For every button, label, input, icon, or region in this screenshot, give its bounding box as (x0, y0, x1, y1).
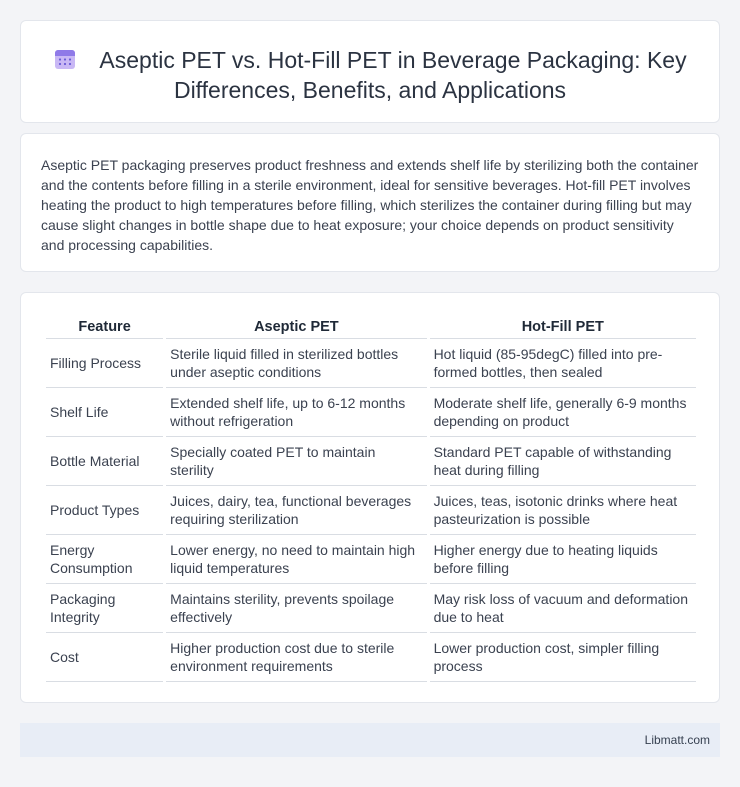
row-feature: Cost (46, 633, 163, 682)
page-title: Aseptic PET vs. Hot-Fill PET in Beverage Packaging: Key Differences, Benefits, and Applications (99, 47, 687, 103)
row-feature: Filling Process (46, 339, 163, 388)
table-header-row (46, 315, 696, 339)
comparison-card (20, 292, 720, 703)
row-feature: Shelf Life (46, 388, 163, 437)
table-row (46, 633, 696, 682)
table-row (46, 437, 696, 486)
row-aseptic: Extended shelf life, up to 6-12 months without refrigeration (166, 388, 426, 437)
comparison-table (43, 315, 699, 682)
table-row (46, 584, 696, 633)
row-aseptic: Higher production cost due to sterile environment requirements (166, 633, 426, 682)
title-card (20, 20, 720, 123)
table-row (46, 535, 696, 584)
table-row (46, 486, 696, 535)
header-hot-fill-pet: Hot-Fill PET (430, 315, 696, 339)
row-hot-fill: Lower production cost, simpler filling process (430, 633, 696, 682)
footer-brand[interactable]: Libmatt.com (644, 733, 710, 747)
table-row (46, 339, 696, 388)
summary-card (20, 133, 720, 272)
page-title-wrap (21, 45, 719, 105)
row-hot-fill: Hot liquid (85-95degC) filled into pre-formed bottles, then sealed (430, 339, 696, 388)
row-feature: Packaging Integrity (46, 584, 163, 633)
summary-paragraph: Aseptic PET packaging preserves product freshness and extends shelf life by sterilizing both the container and the contents before filling in a sterile environment, ideal for sensitive beverages. Hot-fill PET involves heating the product to high temperatures before filling, which sterilizes the container during filling but may cause slight changes in bottle shape due to heat exposure; your choice depends on product sensitivity and processing capabilities. (41, 157, 699, 253)
row-hot-fill: May risk loss of vacuum and deformation due to heat (430, 584, 696, 633)
row-aseptic: Juices, dairy, tea, functional beverages requiring sterilization (166, 486, 426, 535)
header-aseptic-pet: Aseptic PET (166, 315, 426, 339)
row-aseptic: Sterile liquid filled in sterilized bottles under aseptic conditions (166, 339, 426, 388)
row-feature: Product Types (46, 486, 163, 535)
row-hot-fill: Moderate shelf life, generally 6-9 months depending on product (430, 388, 696, 437)
row-feature: Energy Consumption (46, 535, 163, 584)
table-row (46, 388, 696, 437)
row-hot-fill: Higher energy due to heating liquids before filling (430, 535, 696, 584)
row-aseptic: Specially coated PET to maintain sterility (166, 437, 426, 486)
row-aseptic: Lower energy, no need to maintain high liquid temperatures (166, 535, 426, 584)
row-hot-fill: Standard PET capable of withstanding heat during filling (430, 437, 696, 486)
calendar-icon (53, 47, 77, 71)
row-feature: Bottle Material (46, 437, 163, 486)
header-feature: Feature (46, 315, 163, 339)
row-aseptic: Maintains sterility, prevents spoilage effectively (166, 584, 426, 633)
row-hot-fill: Juices, teas, isotonic drinks where heat pasteurization is possible (430, 486, 696, 535)
footer-bar (20, 723, 720, 757)
